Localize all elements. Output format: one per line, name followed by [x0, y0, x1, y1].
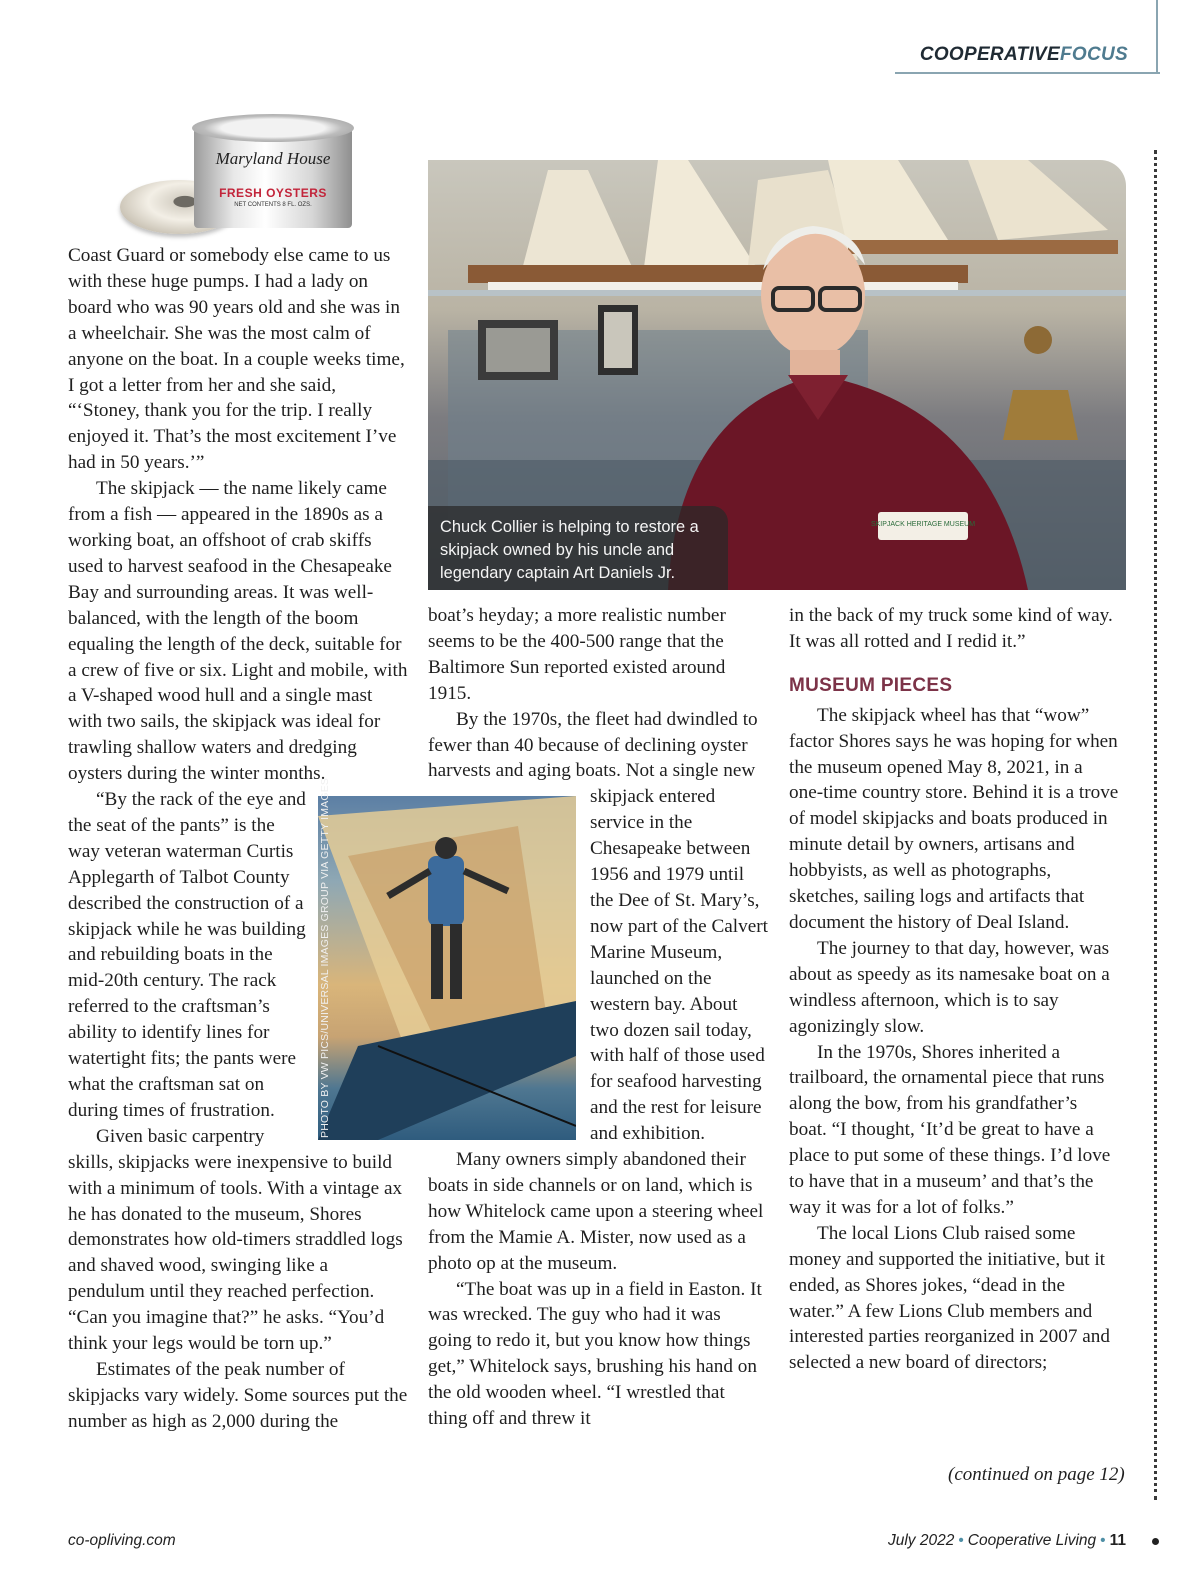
paragraph: The skipjack — the name likely came from a fish — appeared in the 1890s as a working boat, an offshoot of crab skiffs used to harvest seafood in the Chesapeake Bay and surrounding areas. It was well-balanced, with the length of the boom equaling the length of the deck, suitable for a crew of five or six. Light and mobile, with a V-shaped wood hull and a single mast with two sails, the skipjack was ideal for trawling shallow waters and dredging oysters during the winter months. [68, 478, 408, 785]
paragraph: Estimates of the peak number of skipjacks vary widely. Some sources put the number as high as 2,000 during the [68, 1358, 408, 1432]
photo-credit: PHOTO BY VW PICS/UNIVERSAL IMAGES GROUP VIA GETTY IMAGES [319, 777, 331, 1138]
section-header [920, 44, 1128, 66]
continued-note: (continued on page 12) [948, 1464, 1125, 1485]
tin-brand-text: Maryland House [215, 149, 331, 168]
museum-badge-text: SKIPJACK HERITAGE MUSEUM [870, 521, 976, 528]
section-header-part1: COOPERATIVE [919, 44, 1060, 65]
page-number: 11 [1109, 1532, 1126, 1549]
image-wrap-spacer [428, 784, 590, 1129]
paragraph: The journey to that day, however, was about as speedy as its namesake boat on a windless afternoon, which is to say agonizingly slow. [789, 937, 1110, 1037]
header-rule-vertical [1156, 0, 1158, 74]
paragraph [428, 707, 768, 1147]
paragraph: Coast Guard or somebody else came to us with these huge pumps. I had a lady on board who was 90 years old and she was in a wheelchair. She was the most calm of anyone on the boat. In a couple weeks time, I got a letter from her and she said, “‘Stoney, thank you for the trip. I really enjoyed it. That’s the most excitement I’ve had in 50 years.’” [68, 245, 405, 474]
article-column-2 [428, 603, 768, 1432]
article-column-3 [789, 603, 1119, 1376]
bullet-icon: • [958, 1532, 964, 1549]
paragraph: in the back of my truck some kind of way. It was all rotted and I redid it.” [789, 605, 1113, 652]
paragraph-text-continued: single new skipjack entered service in the Chesapeake between 1956 and 1979 until the Dee of St. Mary’s, now part of the Calvert Marine Museum, launched on the western bay. About two dozen sail today, with half of those used for seafood harvesting and the rest for leisure and exhibition. [590, 760, 768, 1145]
footer-date: July 2022 [887, 1532, 955, 1549]
paragraph: The local Lions Club raised some money and supported the initiative, but it ended, as Shores jokes, “dead in the water.” A few Lions Club members and interested parties reorganized in 2007 and selected a new board of directors; [789, 1222, 1110, 1374]
paragraph: “By the rack of the eye and the seat of the pants” is the way veteran waterman Curtis Applegarth of Talbot County described the construction of a skipjack while he was building and rebuilding boats in the mid-20th century. The rack referred to the craftsman’s ability to identify lines for watertight fits; the pants were what the craftsman sat on during times of frustration. [68, 789, 306, 1121]
tin-can-body [194, 128, 352, 228]
paragraph: In the 1970s, Shores inherited a trailboard, the ornamental piece that runs along the bow, from his grandfather’s boat. “I thought, ‘It’d be great to have a place to put some of these things. I’d love to have that in a museum’ and that’s the way it was for a lot of folks.” [789, 1041, 1111, 1218]
footer-magazine: Cooperative Living [967, 1532, 1097, 1549]
photo-caption: Chuck Collier is helping to restore a skipjack owned by his uncle and legendary captain Art Daniels Jr. [428, 506, 728, 590]
footer-info [888, 1532, 1126, 1550]
section-header-part2: FOCUS [1060, 44, 1128, 65]
paragraph: Given basic carpentry skills, skipjacks were inexpensive to build with a minimum of tools. With a vintage ax he has donated to the museum, Shores demonstrates how old-timers straddled logs and shaved wood, swinging like a pendulum until they reached perfection. “Can you imagine that?” he asks. “You’d think your legs would be torn up.” [68, 1125, 403, 1355]
image-wrap-spacer [310, 787, 408, 1132]
paragraph-text: By the 1970s, the fleet had dwindled to fewer than 40 because of declining oyster harvests and aging boats. Not a [428, 708, 758, 782]
section-heading: MUSEUM PIECES [789, 674, 953, 696]
tin-net-text: NET CONTENTS 8 FL. OZS. [234, 202, 312, 208]
article-column-1 [68, 243, 408, 1435]
paragraph: The skipjack wheel has that “wow” factor Shores says he was hoping for when the museum opened May 8, 2021, in a one-time country store. Behind it is a trove of model skipjacks and boats produced in minute detail by owners, artisans and hobbyists, as well as photographs, sketches, sailing logs and artifacts that document the history of Deal Island. [789, 704, 1119, 933]
tin-label-text: FRESH OYSTERS [219, 186, 327, 200]
oyster-tin-image [112, 110, 362, 240]
paragraph: Many owners simply abandoned their boats in side channels or on land, which is how Whitelock came upon a steering wheel from the Mamie A. Mister, now used as a photo op at the museum. [428, 1149, 764, 1274]
dotted-divider [1154, 150, 1157, 1500]
footer-site: co-opliving.com [68, 1532, 176, 1549]
bullet-icon: • [1100, 1532, 1106, 1549]
paragraph: boat’s heyday; a more realistic number seems to be the 400-500 range that the Baltimore Sun reported existed around 1915. [428, 605, 726, 704]
paragraph: “The boat was up in a field in Easton. It was wrecked. The guy who had it was going to redo it, but you know how things get,” Whitelock says, brushing his hand on the old wooden wheel. “I wrestled that thing off and threw it [428, 1278, 762, 1430]
header-rule [895, 72, 1160, 74]
tin-can-lid [192, 114, 354, 142]
footer-dot-icon [1152, 1538, 1159, 1545]
